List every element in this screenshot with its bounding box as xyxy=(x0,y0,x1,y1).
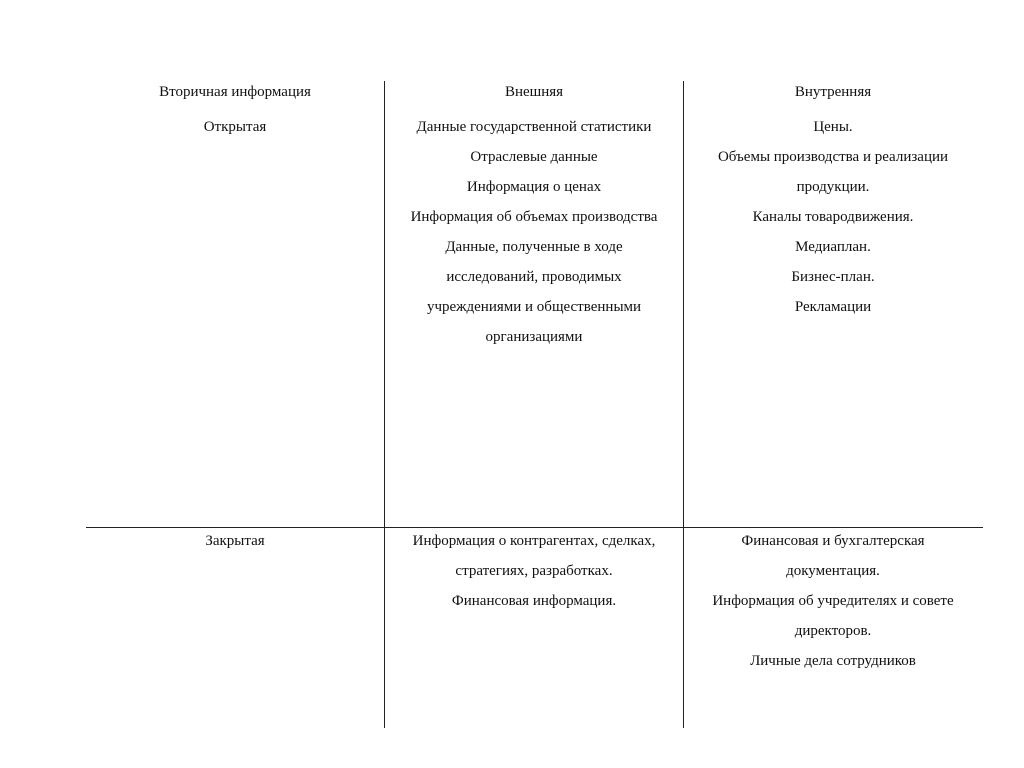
header-internal xyxy=(684,77,982,107)
header-label: Вторичная информация xyxy=(159,84,311,100)
closed-internal-cell xyxy=(684,526,982,676)
cell-line: Данные государственной статистики xyxy=(416,119,652,135)
row-label-open xyxy=(86,112,384,142)
closed-external-cell xyxy=(385,526,683,616)
cell-line: директоров. xyxy=(794,623,872,639)
cell-line: Медиаплан. xyxy=(795,239,871,255)
row-label: Открытая xyxy=(203,119,267,135)
cell-line: Каналы товародвижения. xyxy=(752,209,914,225)
cell-line: Информация об учредителях и совете xyxy=(712,593,954,609)
cell-line: Отраслевые данные xyxy=(470,149,598,165)
open-internal-cell xyxy=(684,112,982,322)
header-external xyxy=(385,77,683,107)
cell-line: Финансовая информация. xyxy=(451,593,617,609)
cell-line: организациями xyxy=(485,329,583,345)
cell-line: Рекламации xyxy=(794,299,872,315)
cell-line: исследований, проводимых xyxy=(446,269,622,285)
row-label-closed xyxy=(86,526,384,556)
row-label: Закрытая xyxy=(205,533,265,549)
cell-line: стратегиях, разработках. xyxy=(455,563,613,579)
cell-line: Информация о ценах xyxy=(466,179,602,195)
cell-line: Информация об объемах производства xyxy=(410,209,658,225)
cell-line: Бизнес-план. xyxy=(791,269,875,285)
header-secondary-info xyxy=(86,77,384,107)
cell-line: Финансовая и бухгалтерская xyxy=(741,533,925,549)
cell-line: документация. xyxy=(786,563,880,579)
cell-line: Объемы производства и реализации xyxy=(717,149,949,165)
header-label: Внутренняя xyxy=(794,84,872,100)
cell-line: учреждениями и общественными xyxy=(426,299,642,315)
header-label: Внешняя xyxy=(504,84,564,100)
cell-line: Личные дела сотрудников xyxy=(750,653,916,669)
cell-line: Информация о контрагентах, сделках, xyxy=(412,533,656,549)
cell-line: Данные, полученные в ходе xyxy=(445,239,623,255)
open-external-cell xyxy=(385,112,683,352)
cell-line: продукции. xyxy=(796,179,870,195)
cell-line: Цены. xyxy=(813,119,853,135)
